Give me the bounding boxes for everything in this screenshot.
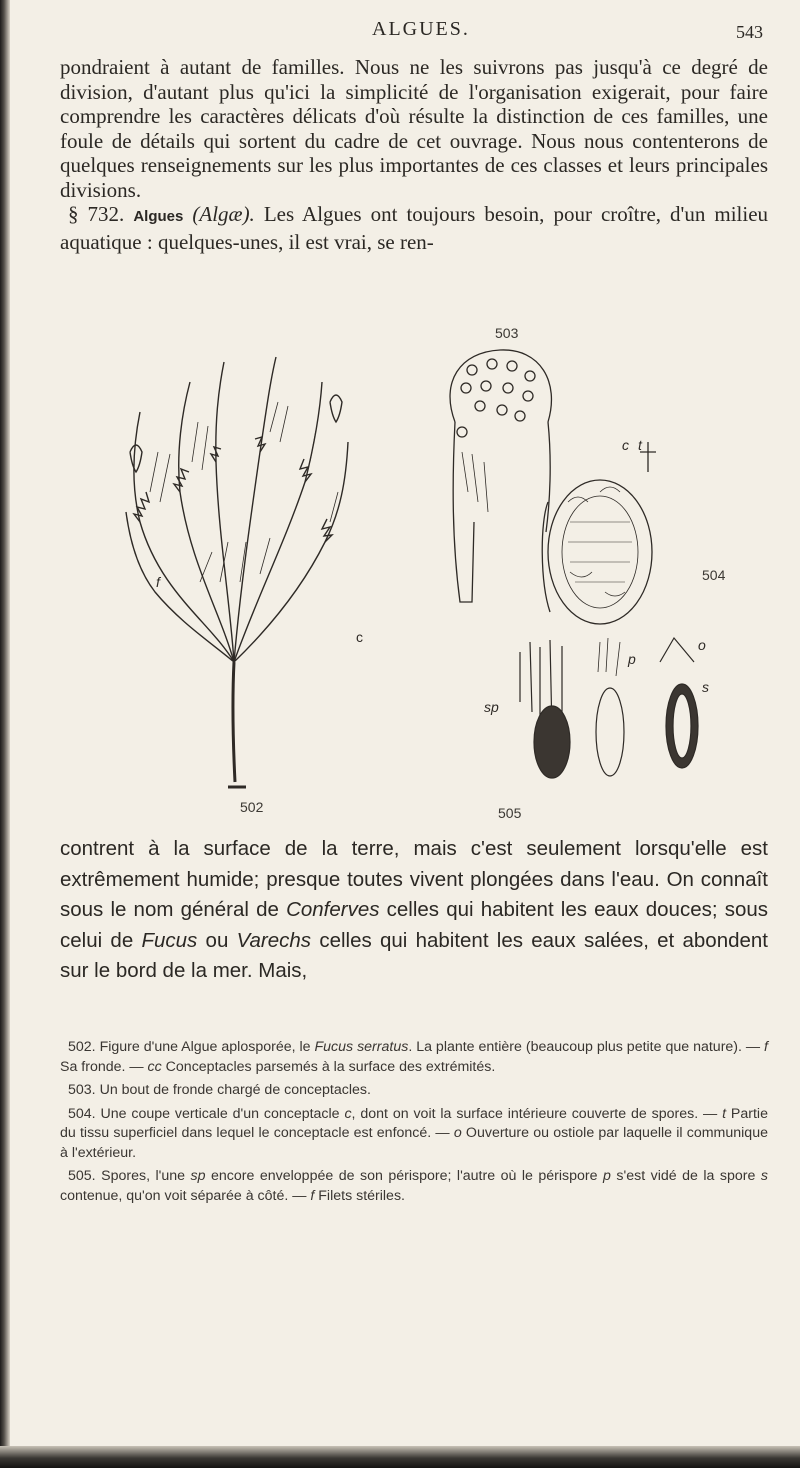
mark-ce: c: [622, 437, 629, 453]
caption-text: , dont on voit la surface intérieure couverte de spores. —: [351, 1105, 723, 1122]
figure-504-label: 504: [702, 567, 726, 583]
caption-505: [60, 1167, 768, 1206]
caption-text: Filets stériles.: [314, 1187, 405, 1204]
caption-502: [60, 1038, 768, 1077]
mark-f: f: [156, 574, 160, 590]
term-varechs: Varechs: [236, 928, 312, 952]
mark-p: p: [628, 651, 636, 667]
caption-text: contenue, qu'on voit séparée à côté. —: [60, 1187, 311, 1204]
caption-mark: cc: [147, 1058, 162, 1075]
caption-text: Une coupe verticale d'un conceptacle: [100, 1105, 345, 1122]
section-text: Les Algues ont toujours besoin, pour croître, d'un milieu aquatique : quelques-unes, il est vrai, se ren-: [60, 202, 769, 254]
caption-latin: Fucus serratus: [314, 1039, 409, 1055]
caption-504: [60, 1105, 768, 1164]
caption-503: [60, 1081, 768, 1101]
page-number: 543: [736, 22, 763, 42]
caption-number: 504.: [68, 1105, 96, 1122]
caption-mark: o: [453, 1125, 462, 1141]
term-conferves: Conferves: [286, 898, 380, 921]
figure-505-label: 505: [498, 805, 522, 821]
figure-captions: [60, 1038, 768, 1210]
book-spine-edge: [0, 0, 10, 1468]
section-latin-name: (Algæ).: [192, 202, 255, 226]
caption-mark: p: [603, 1168, 611, 1184]
paragraph-bottom: [60, 834, 768, 987]
caption-mark: t: [722, 1105, 727, 1122]
caption-mark: c: [344, 1105, 352, 1122]
paragraph-bottom-part-4: celles qui habitent les eaux salées, et abondent sur le bord de la mer. Mais,: [60, 928, 768, 982]
caption-text: . La plante entière (beaucoup plus petite que nature). —: [408, 1039, 765, 1055]
caption-mark: s: [760, 1168, 768, 1184]
running-title: ALGUES.: [372, 18, 470, 40]
mark-c: c: [356, 629, 363, 645]
mark-s: s: [702, 679, 709, 695]
paragraph-top-continuation: [60, 55, 768, 202]
caption-text: Conceptacles parsemés à la surface des extrémités.: [161, 1058, 496, 1075]
caption-mark: sp: [190, 1168, 206, 1184]
caption-text: s'est vidé de la spore: [610, 1168, 761, 1184]
running-head: [0, 18, 800, 48]
paragraph-bottom-text: [60, 834, 768, 987]
paragraph-bottom-part-1: contrent à la surface de la terre, mais c'est seulement lorsqu'elle est extrêmement humide; presque toutes vivent plongées dans l'eau. On connaît sous le nom général de: [60, 837, 768, 921]
paragraph-bottom-part-2: celles qui habitent les eaux douces; sous celui de: [60, 898, 768, 952]
caption-mark: f: [310, 1187, 315, 1204]
section-number: § 732.: [68, 202, 125, 226]
caption-text: Spores, l'une: [101, 1168, 191, 1184]
book-bottom-edge: [0, 1446, 800, 1468]
conceptacle-section-drawing: [542, 442, 656, 624]
spores-drawing: [520, 638, 698, 778]
paragraph-bottom-part-3: ou: [197, 928, 237, 952]
section-732: [60, 202, 768, 254]
caption-text: Un bout de fronde chargé de conceptacles.: [99, 1082, 371, 1098]
caption-number: 502.: [68, 1039, 96, 1055]
figure-502-label: 502: [240, 799, 264, 815]
paragraph-top-text: pondraient à autant de familles. Nous ne les suivrons pas jusqu'à ce degré de division, d'autant plus qu'ici la simplicité de l'organisation exigerait, pour faire comprendre les caractères délicats d'où résulte la distinction de ces familles, une foule de détails qui sortent du cadre de cet ouvrage. Nous nous contenterons de quelques renseignements sur les plus importantes de ces classes et leurs principales divisions.: [60, 55, 768, 202]
section-title: Algues: [133, 208, 184, 225]
caption-text: Sa fronde. —: [60, 1058, 148, 1075]
caption-number: 503.: [68, 1082, 96, 1098]
term-fucus: Fucus: [141, 928, 198, 952]
mark-t: t: [638, 437, 642, 453]
mark-sp: sp: [484, 699, 499, 715]
caption-text: encore enveloppée de son périspore; l'autre où le périspore: [205, 1168, 604, 1184]
figure-503-label: 503: [495, 325, 519, 341]
caption-text: Figure d'une Algue aplosporée, le: [99, 1039, 315, 1055]
caption-mark: f: [764, 1039, 768, 1055]
caption-text: Partie du tissu superficiel dans lequel le conceptacle est enfoncé. —: [60, 1105, 768, 1141]
fucus-serratus-plant-drawing: [126, 357, 348, 787]
mark-o: o: [698, 637, 706, 653]
paragraph-top: [60, 55, 768, 254]
caption-text: Ouverture ou ostiole par laquelle il communique à l'extérieur.: [60, 1125, 768, 1161]
engraving-figures: [100, 325, 726, 822]
figure-plate: [100, 325, 726, 822]
frond-tip-with-conceptacles-drawing: [450, 350, 551, 602]
caption-number: 505.: [68, 1168, 96, 1184]
